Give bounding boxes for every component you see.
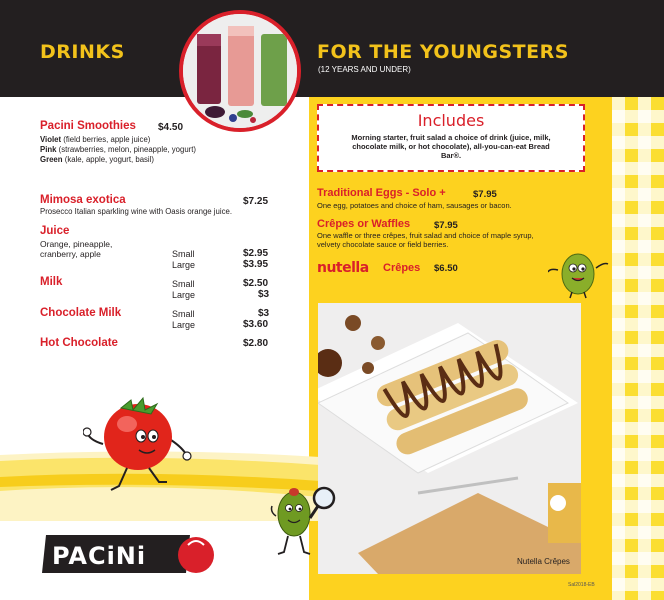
crepes-waffles-description-2: velvety chocolate sauce or field berries. bbox=[317, 240, 449, 249]
olive-detective-mascot-icon bbox=[268, 478, 338, 558]
eggs-description: One egg, potatoes and choice of ham, sausages or bacon. bbox=[317, 201, 512, 210]
youngsters-heading: FOR THE YOUNGSTERS bbox=[317, 41, 569, 63]
chocolate-milk-large-label: Large bbox=[172, 320, 196, 330]
smoothie-green: Green (kale, apple, yogurt, basil) bbox=[40, 155, 154, 164]
smoothie-violet: Violet (field berries, apple juice) bbox=[40, 135, 151, 144]
smoothies-price: $4.50 bbox=[158, 122, 184, 133]
crepes-waffles-description-1: One waffle or three crêpes, fruit salad and choice of maple syrup, bbox=[317, 231, 534, 240]
smoothie-photo bbox=[179, 10, 301, 132]
smoothie-pink: Pink (strawberries, melon, pineapple, yogurt) bbox=[40, 145, 197, 154]
youngsters-subheading: (12 YEARS AND UNDER) bbox=[318, 65, 411, 74]
hot-chocolate-name: Hot Chocolate bbox=[40, 337, 118, 349]
crepes-waffles-name: Crêpes or Waffles bbox=[317, 218, 411, 230]
milk-name: Milk bbox=[40, 276, 63, 288]
smoothies-name: Pacini Smoothies bbox=[40, 120, 136, 132]
juice-description-1: Orange, pineapple, bbox=[40, 239, 113, 249]
chocolate-milk-small-label: Small bbox=[172, 309, 195, 319]
chocolate-milk-name: Chocolate Milk bbox=[40, 307, 122, 319]
milk-small-label: Small bbox=[172, 279, 195, 289]
milk-small-price: $2.50 bbox=[243, 278, 269, 289]
reference-code: Sal2018-EB bbox=[568, 582, 595, 588]
mimosa-name: Mimosa exotica bbox=[40, 194, 126, 206]
nutella-crepes-photo bbox=[318, 303, 581, 574]
olive-mascot-icon bbox=[548, 250, 610, 300]
tomato-mascot-icon bbox=[83, 382, 193, 497]
milk-large-label: Large bbox=[172, 290, 196, 300]
drinks-heading: DRINKS bbox=[40, 41, 125, 63]
chocolate-milk-large-price: $3.60 bbox=[243, 319, 269, 330]
nutella-crepes-price: $6.50 bbox=[434, 263, 458, 274]
mimosa-price: $7.25 bbox=[243, 196, 269, 207]
photo-caption: Nutella Crêpes bbox=[517, 557, 570, 566]
eggs-name: Traditional Eggs - Solo + bbox=[317, 187, 446, 199]
hot-chocolate-price: $2.80 bbox=[243, 338, 269, 349]
nutella-crepes-name: Crêpes bbox=[383, 262, 421, 274]
juice-small-label: Small bbox=[172, 249, 195, 259]
milk-large-price: $3 bbox=[258, 289, 270, 300]
includes-box bbox=[317, 104, 585, 172]
juice-description-2: cranberry, apple bbox=[40, 249, 101, 259]
eggs-price: $7.95 bbox=[473, 189, 497, 200]
pacini-logo bbox=[40, 531, 215, 577]
includes-title: Includes bbox=[417, 111, 485, 130]
chocolate-milk-small-price: $3 bbox=[258, 308, 270, 319]
juice-name: Juice bbox=[40, 225, 70, 237]
mimosa-description: Prosecco Italian sparkling wine with Oasis orange juice. bbox=[40, 207, 232, 216]
juice-large-price: $3.95 bbox=[243, 259, 269, 270]
nutella-logo: nutella bbox=[317, 260, 369, 276]
juice-large-label: Large bbox=[172, 260, 196, 270]
checkered-border bbox=[612, 97, 664, 600]
juice-small-price: $2.95 bbox=[243, 248, 269, 259]
svg-text:PACiNi: PACiNi bbox=[52, 542, 147, 570]
includes-description: Morning starter, fruit salad a choice of drink (juice, milk, chocolate milk, or hot chocolate), all-you-can-eat Bread Bar®. bbox=[351, 133, 551, 160]
crepes-waffles-price: $7.95 bbox=[434, 220, 458, 231]
